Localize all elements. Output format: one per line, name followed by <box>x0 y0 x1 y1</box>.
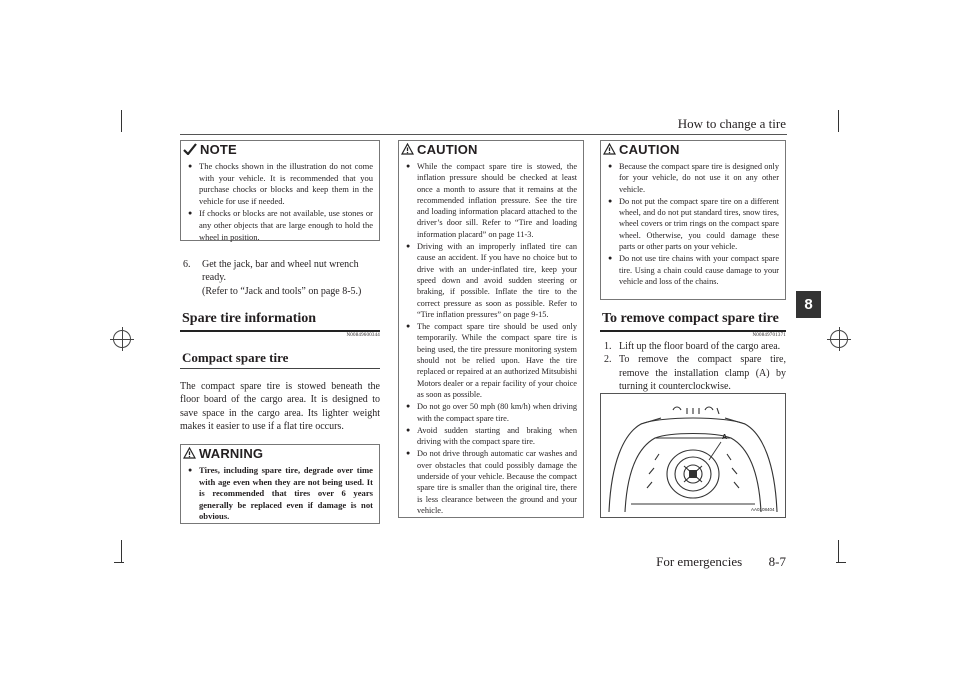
warning-label: WARNING <box>199 445 264 461</box>
caution-item: ● Do not use tire chains with your compact spare tire. Using a chain could cause damage to your vehicle and loss of the chains. <box>608 253 779 287</box>
note-body <box>181 161 379 244</box>
caution-item: ● Do not put the compact spare tire on a different wheel, and do not put standard tires, snow tires, wheel covers or trim rings on the compact spare wheel. Otherwise, you could damage these parts or other parts on your vehicle. <box>608 196 779 252</box>
caution-box <box>600 140 786 300</box>
subsection-title: Compact spare tire <box>182 350 289 365</box>
caution-item: ● Driving with an improperly inflated tire can cause an accident. If you have no choice but to drive with an under-inflated tire, keep your speed down and avoid sudden steering or braking, if possible. Inflate the tire to the correct pressure as soon as possible. Refer to “Tire inflation pressures” on page 9-15. <box>406 241 577 320</box>
caution-label: CAUTION <box>619 141 680 157</box>
chapter-tab: 8 <box>796 291 821 318</box>
step-6 <box>183 258 380 298</box>
footer-section: For emergencies <box>656 554 743 569</box>
caution-item: ● Do not go over 50 mph (80 km/h) when driving with the compact spare tire. <box>406 401 577 424</box>
caution-item: ● While the compact spare tire is stowed, the inflation pressure should be checked at least once a month to assure that it remains at the recommended inflation pressure. See the tire and loading information placard attached to the driver’s door sill. Refer to “Tire and loading information placard” on page 11-3. <box>406 161 577 240</box>
running-footer <box>600 554 786 570</box>
warning-item: ● Tires, including spare tire, degrade over time with age even when they are not being used. It is recommended that tires over 6 years generally be replaced even if damage is not obvious. <box>188 465 373 523</box>
caution-heading <box>601 141 680 157</box>
crop-mark <box>114 562 124 563</box>
caution-label: CAUTION <box>417 141 478 157</box>
step-number: 1. <box>604 341 612 352</box>
crop-mark <box>838 540 839 562</box>
step-text: Lift up the floor board of the cargo area. <box>619 341 781 352</box>
crop-mark <box>121 110 122 132</box>
running-header: How to change a tire <box>677 116 786 131</box>
crop-mark <box>121 540 122 562</box>
note-item: ● If chocks or blocks are not available, use stones or any other objects that are large enough to hold the wheel in position. <box>188 208 373 243</box>
caution-item: ● Do not drive through automatic car washes and over obstacles that could possibly damage the underside of your vehicle. Because the compact spare tire is smaller than the original tire, there is less clearance between the ground and your vehicle. <box>406 448 577 516</box>
note-item: ● The chocks shown in the illustration do not come with your vehicle. It is recommended that you purchase chocks or blocks and keep them in the vehicle for use if needed. <box>188 161 373 207</box>
section-code: N00849701371 <box>752 333 786 338</box>
caution-item: ● The compact spare tire should be used only temporarily. While the compact spare tire is being used, the tire pressure monitoring system should not be relied upon. Have the tire replaced or repaired at an authorized Mitsubishi Motors dealer or a repair facility of your choice as soon as possible. <box>406 321 577 400</box>
section-title: To remove compact spare tire <box>602 311 779 326</box>
subsection-rule <box>180 368 380 369</box>
caution-box <box>398 140 584 518</box>
caution-item: ● Because the compact spare tire is designed only for your vehicle, do not use it on any other vehicle. <box>608 161 779 195</box>
registration-mark <box>113 330 131 348</box>
step-number: 2. <box>604 354 612 366</box>
warning-heading <box>181 445 263 461</box>
step-number: 6. <box>183 259 191 270</box>
warning-body <box>181 465 379 524</box>
figure-code: AA0108404 <box>751 507 775 512</box>
spare-tire-illustration <box>600 393 786 518</box>
warning-triangle-icon <box>603 143 616 155</box>
section-code: N00849600344 <box>346 333 380 338</box>
crop-mark <box>836 562 846 563</box>
warning-box <box>180 444 380 524</box>
section-title: Spare tire information <box>182 311 317 326</box>
section-rule <box>180 330 380 332</box>
note-box <box>180 140 380 241</box>
step-text: To remove the compact spare tire, remove the installation clamp (A) by turning it counterclockwise. <box>619 354 786 393</box>
caution-body <box>399 161 583 517</box>
section-rule <box>600 330 786 332</box>
caution-body <box>601 161 785 288</box>
warning-triangle-icon <box>401 143 414 155</box>
removal-steps <box>604 340 786 394</box>
note-icon <box>183 143 197 155</box>
callout-label: A <box>722 434 728 441</box>
registration-mark <box>830 330 848 348</box>
cargo-area-drawing <box>601 394 785 517</box>
note-heading <box>181 141 237 157</box>
crop-mark <box>838 110 839 132</box>
caution-item: ● Avoid sudden starting and braking when driving with the compact spare tire. <box>406 425 577 448</box>
footer-page-number: 8-7 <box>768 554 786 569</box>
step-reference: (Refer to “Jack and tools” on page 8-5.) <box>202 285 362 297</box>
caution-heading <box>399 141 478 157</box>
body-paragraph: The compact spare tire is stowed beneath the floor board of the cargo area. It is designed to save space in the cargo area. Its lighter weight makes it easier to use if a flat tire occurs. <box>180 381 380 433</box>
step-1 <box>604 340 786 353</box>
step-text: Get the jack, bar and wheel nut wrench ready. <box>202 259 359 284</box>
header-rule <box>180 134 787 135</box>
step-2 <box>604 353 786 393</box>
note-label: NOTE <box>200 141 237 157</box>
warning-triangle-icon <box>183 447 196 459</box>
